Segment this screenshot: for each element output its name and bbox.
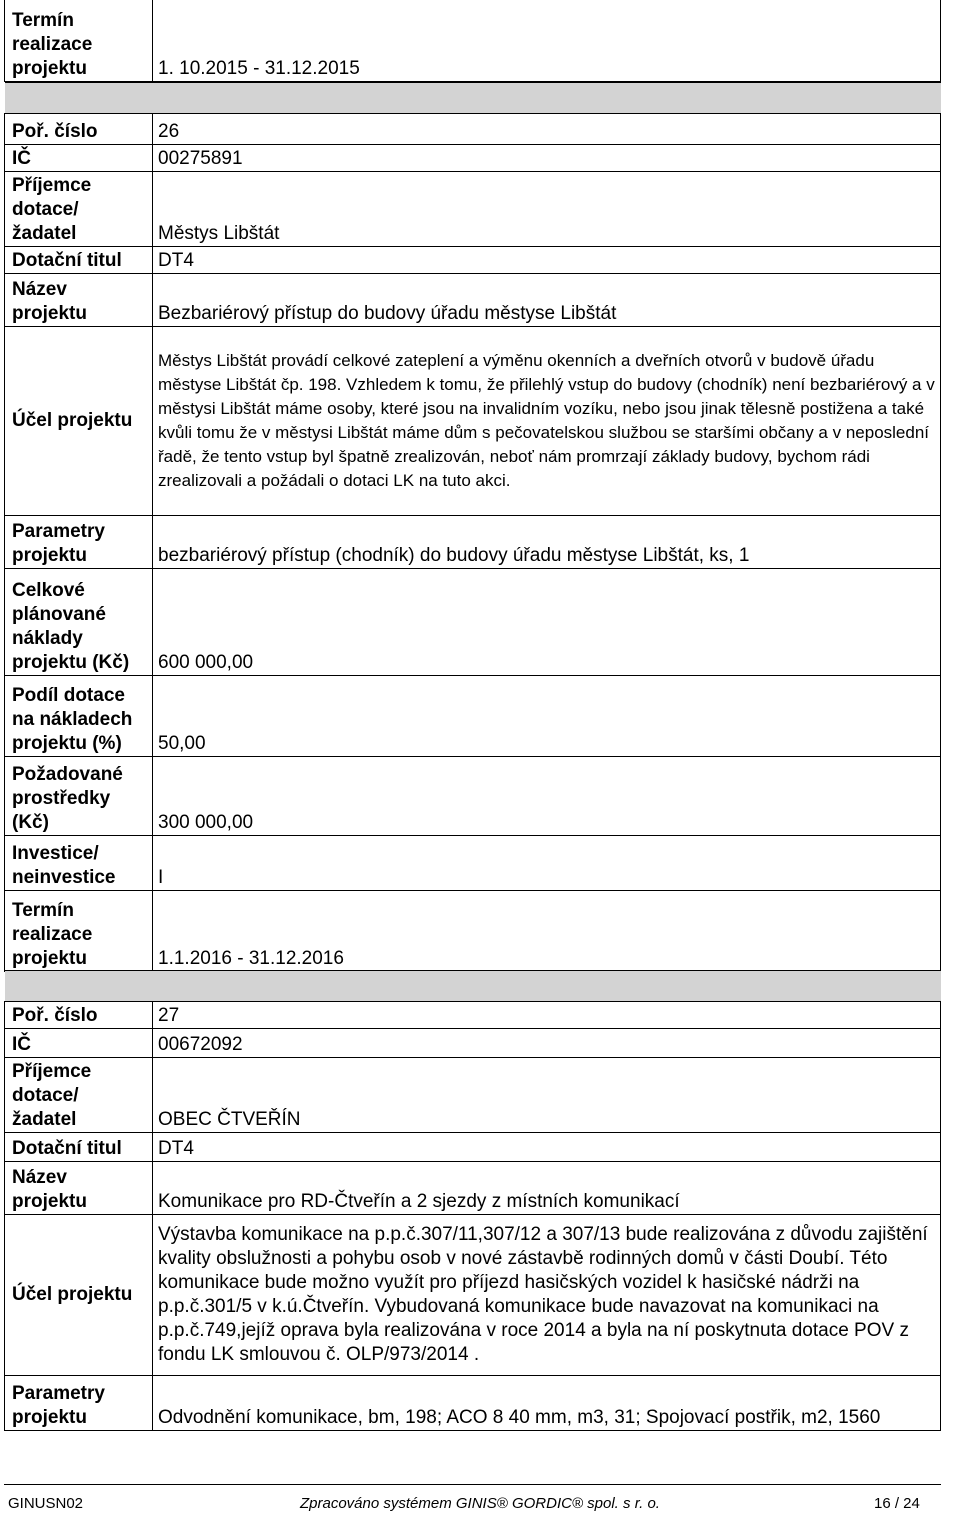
row-investice <box>5 836 941 891</box>
row-parametry <box>5 1376 941 1431</box>
label-ic: IČ <box>5 1029 153 1058</box>
value-prijemce: Městys Libštát <box>153 172 941 247</box>
value-termin: 1.1.2016 - 31.12.2016 <box>153 891 941 972</box>
value-nazev: Komunikace pro RD-Čtveřín a 2 sjezdy z místních komunikací <box>153 1162 941 1215</box>
value-parametry: Odvodnění komunikace, bm, 198; ACO 8 40 mm, m3, 31; Spojovací postřik, m2, 1560 <box>153 1376 941 1431</box>
row-nazev <box>5 1162 941 1215</box>
row-celkove <box>5 569 941 676</box>
value-ucel: Výstavba komunikace na p.p.č.307/11,307/12 a 307/13 bude realizována z důvodu zajištění kvality obslužnosti a pohybu osob v nové zástavbě rodinných domů v části Doubí. Této komunikace bude možno využít pro příjezd hasičských vozidel k hasičské nádrži na p.p.č.301/5 v k.ú.Čtveřín. Vybudovaná komunikace bude navazovat na komunikaci na p.p.č.749,jejíž oprava byla realizována v roce 2014 a byla na ní poskytnuta dotace POV z fondu LK smlouvou č. OLP/973/2014 . <box>153 1215 941 1376</box>
value-termin: 1. 10.2015 - 31.12.2015 <box>153 0 941 82</box>
record-separator <box>5 971 941 1002</box>
record-separator <box>5 83 941 114</box>
value-ic: 00672092 <box>153 1029 941 1058</box>
value-por-cislo: 27 <box>153 1002 941 1029</box>
value-dotacni-titul: DT4 <box>153 247 941 274</box>
row-termin <box>5 0 941 82</box>
label-dotacni-titul: Dotační titul <box>5 1133 153 1162</box>
row-pozadovane <box>5 757 941 836</box>
value-celkove: 600 000,00 <box>153 569 941 676</box>
label-parametry: Parametry projektu <box>5 1376 153 1431</box>
label-ic: IČ <box>5 145 153 172</box>
value-ucel: Městys Libštát provádí celkové zateplení a výměnu okenních a dveřních otvorů v budově úřadu městyse Libštát čp. 198. Vzhledem k tomu, že přilehlý vstup do budovy (chodník) není bezbariérový a v městysi Libštát máme osoby, které jsou na invalidním vozíku, nebo jsou jinak tělesně postižena a také kvůli tomu že v městysi Libštát máme dům s pečovatelskou službou se staršími občany a v neposlední řadě, že tento vstup byl špatně zrealizován, neboť nám promrzají základy budovy, bychom rádi zrealizovali a požádali o dotaci LK na tuto akci. <box>153 327 941 516</box>
row-por-cislo <box>5 114 941 145</box>
label-termin: Termín realizace projektu <box>5 891 153 972</box>
page-footer <box>4 1484 941 1512</box>
row-nazev <box>5 274 941 327</box>
label-por-cislo: Poř. číslo <box>5 1002 153 1029</box>
row-termin <box>5 891 941 972</box>
record-prev-table <box>4 0 941 82</box>
row-por-cislo <box>5 1002 941 1029</box>
row-prijemce <box>5 172 941 247</box>
value-parametry: bezbariérový přístup (chodník) do budovy úřadu městyse Libštát, ks, 1 <box>153 516 941 569</box>
label-ucel: Účel projektu <box>5 1215 153 1376</box>
label-podil: Podíl dotace na nákladech projektu (%) <box>5 676 153 757</box>
label-prijemce: Příjemce dotace/ žadatel <box>5 1058 153 1133</box>
label-prijemce: Příjemce dotace/ žadatel <box>5 172 153 247</box>
row-ic <box>5 1029 941 1058</box>
value-nazev: Bezbariérový přístup do budovy úřadu městyse Libštát <box>153 274 941 327</box>
value-investice: I <box>153 836 941 891</box>
row-dotacni-titul <box>5 1133 941 1162</box>
row-ucel <box>5 1215 941 1376</box>
label-termin: Termín realizace projektu <box>5 0 153 82</box>
label-dotacni-titul: Dotační titul <box>5 247 153 274</box>
value-dotacni-titul: DT4 <box>153 1133 941 1162</box>
label-por-cislo: Poř. číslo <box>5 114 153 145</box>
value-pozadovane: 300 000,00 <box>153 757 941 836</box>
label-pozadovane: Požadované prostředky (Kč) <box>5 757 153 836</box>
label-celkove: Celkové plánované náklady projektu (Kč) <box>5 569 153 676</box>
value-podil: 50,00 <box>153 676 941 757</box>
record-27-table <box>4 970 941 1431</box>
row-ic <box>5 145 941 172</box>
value-por-cislo: 26 <box>153 114 941 145</box>
value-prijemce: OBEC ČTVEŘÍN <box>153 1058 941 1133</box>
row-ucel <box>5 327 941 516</box>
label-nazev: Název projektu <box>5 274 153 327</box>
footer-page-number: 16 / 24 <box>874 1495 920 1512</box>
label-ucel: Účel projektu <box>5 327 153 516</box>
value-ic: 00275891 <box>153 145 941 172</box>
footer-generator: Zpracováno systémem GINIS® GORDIC® spol. s r. o. <box>300 1495 660 1512</box>
label-nazev: Název projektu <box>5 1162 153 1215</box>
row-parametry <box>5 516 941 569</box>
label-investice: Investice/ neinvestice <box>5 836 153 891</box>
label-parametry: Parametry projektu <box>5 516 153 569</box>
footer-doc-code: GINUSN02 <box>8 1495 84 1512</box>
row-podil <box>5 676 941 757</box>
row-prijemce <box>5 1058 941 1133</box>
row-dotacni-titul <box>5 247 941 274</box>
record-26-table <box>4 82 941 972</box>
